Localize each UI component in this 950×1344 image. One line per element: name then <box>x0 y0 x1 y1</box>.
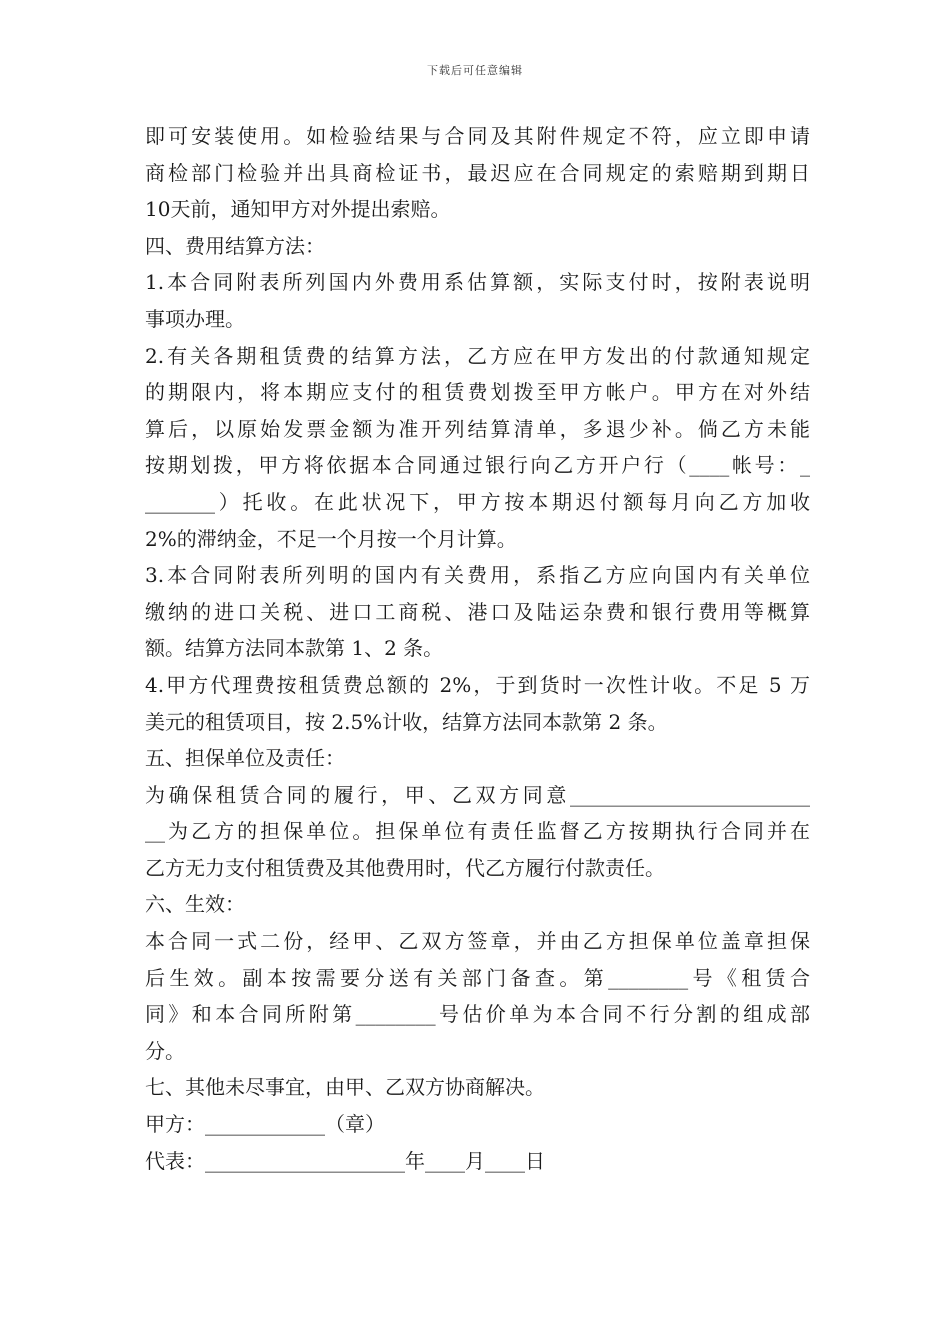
document-body <box>145 118 810 1179</box>
text-line: 乙方无力支付租赁费及其他费用时，代乙方履行付款责任。 <box>145 855 665 880</box>
text-line: 四、费用结算方法： <box>145 233 325 258</box>
text-line: 甲方：____________（章） <box>145 1112 385 1137</box>
page-header-note: 下载后可任意编辑 <box>427 64 523 77</box>
text-line: 3.本合同附表所列明的国内有关费用，系指乙方应向国内有关单位 <box>145 563 810 588</box>
text-line: 算后，以原始发票金额为准开列结算清单，多退少补。倘乙方未能 <box>145 416 810 441</box>
text-line: 商检部门检验并出具商检证书，最迟应在合同规定的索赔期到期日 <box>145 160 810 185</box>
text-line: 事项办理。 <box>145 306 245 331</box>
text-line: 4.甲方代理费按租赁费总额的 2%，于到货时一次性计收。不足 5 万 <box>145 672 810 697</box>
text-line: _______）托收。在此状况下，甲方按本期迟付额每月向乙方加收 <box>145 489 810 514</box>
text-line: 2%的滞纳金，不足一个月按一个月计算。 <box>145 526 517 551</box>
text-line: 额。结算方法同本款第 1、2 条。 <box>145 636 444 661</box>
text-line: 美元的租赁项目，按 2.5%计收，结算方法同本款第 2 条。 <box>145 709 668 734</box>
text-line: 为确保租赁合同的履行，甲、乙双方同意________________________ <box>145 782 810 807</box>
text-line: 按期划拨，甲方将依据本合同通过银行向乙方开户行（____帐号：_ <box>145 453 810 478</box>
text-line: 2.有关各期租赁费的结算方法，乙方应在甲方发出的付款通知规定 <box>145 343 810 368</box>
text-line: 分。 <box>145 1038 185 1063</box>
text-line: 本合同一式二份，经甲、乙双方签章，并由乙方担保单位盖章担保 <box>145 929 810 954</box>
text-line: 六、生效： <box>145 892 245 917</box>
text-line: 10天前，通知甲方对外提出索赔。 <box>145 197 451 222</box>
text-line: 缴纳的进口关税、进口工商税、港口及陆运杂费和银行费用等概算 <box>145 599 810 624</box>
text-line: 的期限内，将本期应支付的租赁费划拨至甲方帐户。甲方在对外结 <box>145 380 810 405</box>
text-line: 代表：____________________年____月____日 <box>145 1148 545 1173</box>
text-line: 后生效。副本按需要分送有关部门备查。第________号《租赁合 <box>145 965 810 990</box>
text-line: 同》和本合同所附第________号估价单为本合同不行分割的组成部 <box>145 1002 810 1027</box>
text-line: 1.本合同附表所列国内外费用系估算额，实际支付时，按附表说明 <box>145 270 810 295</box>
text-line: __为乙方的担保单位。担保单位有责任监督乙方按期执行合同并在 <box>145 819 810 844</box>
text-line: 五、担保单位及责任： <box>145 746 345 771</box>
text-line: 七、其他未尽事宜，由甲、乙双方协商解决。 <box>145 1075 545 1100</box>
text-line: 即可安装使用。如检验结果与合同及其附件规定不符，应立即申请 <box>145 124 810 148</box>
